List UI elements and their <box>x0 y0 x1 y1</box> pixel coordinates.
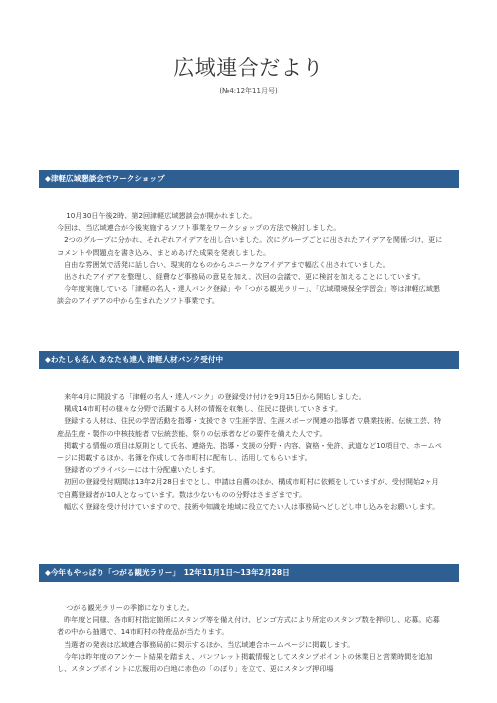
section-body-workshop <box>57 210 445 308</box>
paragraph: 構成14市町村の様々な分野で活躍する人材の情報を収集し、住民に提供していきます。 <box>64 404 343 414</box>
paragraph: つがる観光ラリーの季節になりました。 <box>66 603 194 612</box>
paragraph: 幅広く登録を受け付けていますので、技術や知識を地域に役立てたい人は事務局へどしどし申し込みをお願いします。 <box>64 501 440 511</box>
paragraph: 今年は昨年度のアンケート結果を踏まえ、パンフレット掲載情報としてスタンプポイントの休業日と営業時間を追加し、スタンプポイントに広報用の白地に赤色の「のぼり」を立て、更にスタンプ押印場 <box>57 651 433 674</box>
page-title: 広域連合だより <box>173 56 324 80</box>
paragraph: 今年度実施している「津軽の名人・達人バンク登録」や「つがる観光ラリー」、「広域環境保全学習会」等は津軽広域懇談会のアイデアの中から生まれたソフト事業です。 <box>57 284 440 306</box>
paragraph: 10月30日午後2時、第2回津軽広域懇談会が開かれました。 <box>66 211 257 220</box>
paragraph: 自由な雰囲気で活発に話し合い、現実的なものからユニークなアイデアまで幅広く出されていました。 <box>64 259 390 269</box>
paragraph: 昨年度と同様、各市町村指定箇所にスタンプ等を備え付け、ビンゴ方式により所定のスタンプ数を押印し、応募。応募者の中から抽選で、14市町村の特産品が当たります。 <box>57 615 440 637</box>
paragraph: 今回は、当広域連合が今後実施するソフト事業をワークショップの方法で検討しました。 <box>57 223 341 233</box>
section-heading-tourism-rally: ◆今年もやっぱり「つがる観光ラリー」 12年11月1日～13年2月28日 <box>39 564 459 582</box>
section-heading-workshop: ◆津軽広域懇談会でワークショップ <box>39 170 459 188</box>
paragraph: 登録者のプライバシーには十分配慮いたします。 <box>64 465 220 475</box>
paragraph: 2つのグループに分かれ、それぞれアイデアを出し合いました。次にグループごとに出されたアイデアを関係づけ、更にコメントや問題点を書き込み、まとめあげた成果を発表しました。 <box>57 235 443 257</box>
section-body-talent-bank <box>57 391 445 513</box>
paragraph: 登録する人材は、住民の学習活動を指導・支援でき ▽生涯学習、生涯スポーツ関連の指導者 ▽農業技術、伝統工芸、特産品生産・製作の中核技能者 ▽伝統芸能、祭りの伝承者などの要件を備えた人です。 <box>57 416 442 438</box>
section-heading-talent-bank: ◆わたしも名人 あなたも達人 津軽人材バンク受付中 <box>39 351 459 369</box>
section-body-tourism-rally <box>57 602 445 703</box>
paragraph: 来年4月に開設する「津軽の名人・達人バンク」の登録受け付けを9月15日から開始しました。 <box>64 392 366 401</box>
paragraph: 初回の登録受付期間は13年2月28日までとし、申請は自薦のほか、構成市町村に依頼をしていますが、受付開始2ヶ月で自薦登録者が10人となっています。数は少ないものの分野はさまざまです。 <box>57 477 439 499</box>
issue-number: (№4:12年11月号) <box>219 87 278 95</box>
paragraph: 当選者の発表は広域連合事務局前に掲示するほか、当広域連合ホームページに掲載します。 <box>64 639 355 649</box>
paragraph: 出されたアイデアを整理し、経費など事務局の意見を加え、次回の会議で、更に検討を加えることにしています。 <box>64 272 425 282</box>
paragraph: 掲載する情報の項目は原則として氏名、連絡先、指導・支援の分野・内容、資格・免許、武道など10項目で、ホームページに掲載するほか、名簿を作成して各市町村に配布し、活用してもらいます。 <box>57 440 442 463</box>
